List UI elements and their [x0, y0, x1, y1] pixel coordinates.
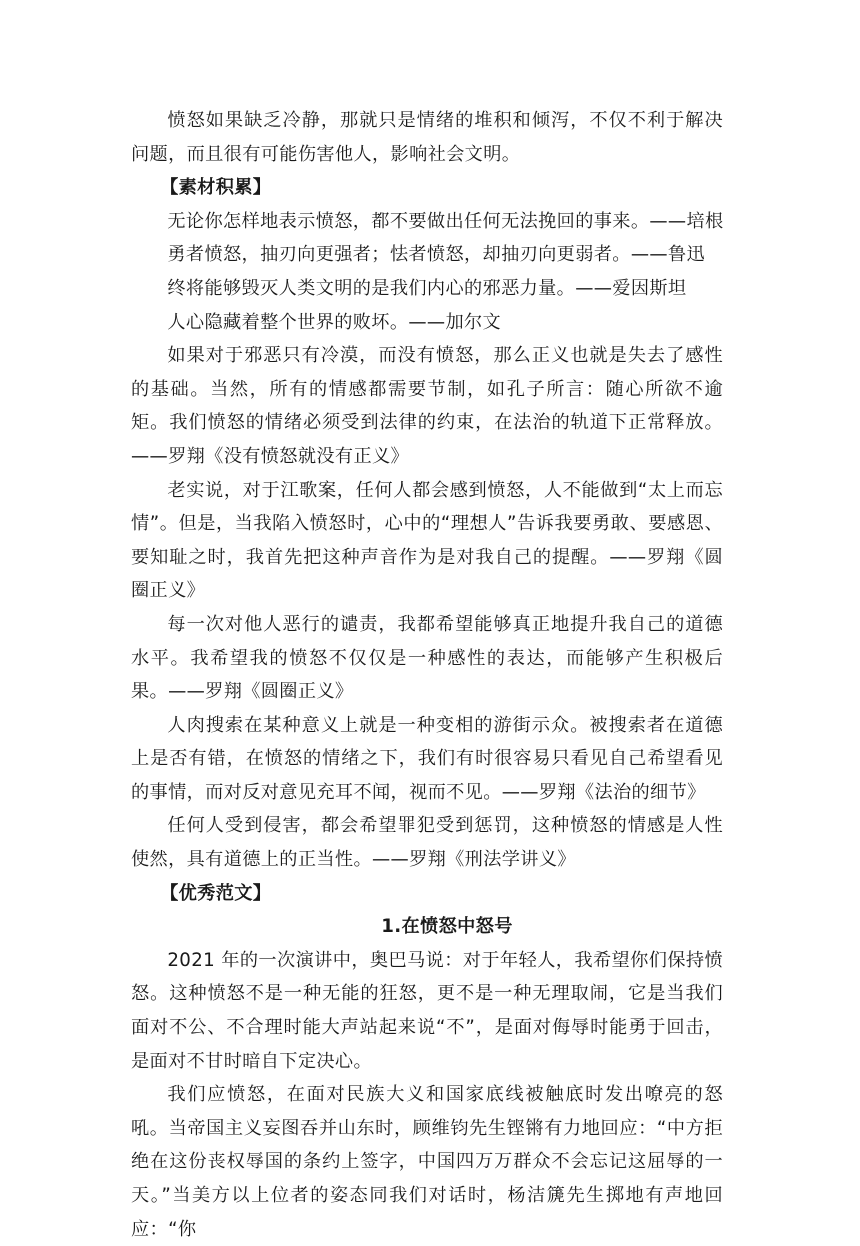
quote-luxun: 勇者愤怒，抽刃向更强者；怯者愤怒，却抽刃向更弱者。——鲁迅: [167, 244, 705, 266]
quote-calvin: 人心隐藏着整个世界的败坏。——加尔文: [167, 311, 502, 333]
essay-title: 1.在愤怒中怒号: [381, 916, 513, 938]
essay-heading: 【优秀范文】: [160, 882, 272, 904]
document-page: [131, 104, 723, 1246]
material-paragraph-jiangge: 老实说，对于江歌案，任何人都会感到愤怒，人不能做到“太上而忘情”。但是，当我陷入愤怒时，心中的“理想人”告诉我要勇敢、要感恩、要知耻之时，我首先把这种声音作为是对我自己的提醒。——罗翔《圆圈正义》: [131, 479, 723, 602]
material-paragraph-condemnation: 每一次对他人恶行的谴责，我都希望能够真正地提升我自己的道德水平。我希望我的愤怒不仅仅是一种感性的表达，而能够产生积极后果。——罗翔《圆圈正义》: [131, 613, 723, 703]
material-paragraph-human-flesh-search: 人肉搜索在某种意义上就是一种变相的游街示众。被搜索者在道德上是否有错，在愤怒的情绪之下，我们有时很容易只看见自己希望看见的事情，而对反对意见充耳不闻，视而不见。——罗翔《法治的细节》: [131, 714, 723, 803]
intro-paragraph: 愤怒如果缺乏冷静，那就只是情绪的堆积和倾泻，不仅不利于解决问题，而且很有可能伤害他人，影响社会文明。: [131, 110, 723, 165]
material-paragraph-justice: 如果对于邪恶只有冷漠，而没有愤怒，那么正义也就是失去了感性的基础。当然，所有的情感都需要节制，如孔子所言：随心所欲不逾矩。我们愤怒的情绪必须受到法律的约束，在法治的轨道下正常释放。——罗翔《没有愤怒就没有正义》: [131, 345, 723, 467]
quote-bacon: 无论你怎样地表示愤怒，都不要做出任何无法挽回的事来。——培根: [167, 210, 724, 232]
material-heading: 【素材积累】: [160, 177, 272, 199]
material-paragraph-punishment: 任何人受到侵害，都会希望罪犯受到惩罚，这种愤怒的情感是人性使然，具有道德上的正当性。——罗翔《刑法学讲义》: [131, 815, 723, 871]
essay-paragraph-1: 2021 年的一次演讲中，奥巴马说：对于年轻人，我希望你们保持愤怒。这种愤怒不是一种无能的狂怒，更不是一种无理取闹，它是当我们面对不公、不合理时能大声站起来说“不”，是面对侮辱时能勇于回击，是面对不甘时暗自下定决心。: [131, 949, 723, 1072]
quote-einstein: 终将能够毁灭人类文明的是我们内心的邪恶力量。——爱因斯坦: [167, 277, 687, 299]
essay-paragraph-2: 我们应愤怒，在面对民族大义和国家底线被触底时发出嘹亮的怒吼。当帝国主义妄图吞并山东时，顾维钧先生铿锵有力地回应：“中方拒绝在这份丧权辱国的条约上签字，中国四万万群众不会忘记这屈辱的一天。”当美方以上位者的姿态同我们对话时，杨洁篪先生掷地有声地回应：“你: [131, 1084, 723, 1240]
